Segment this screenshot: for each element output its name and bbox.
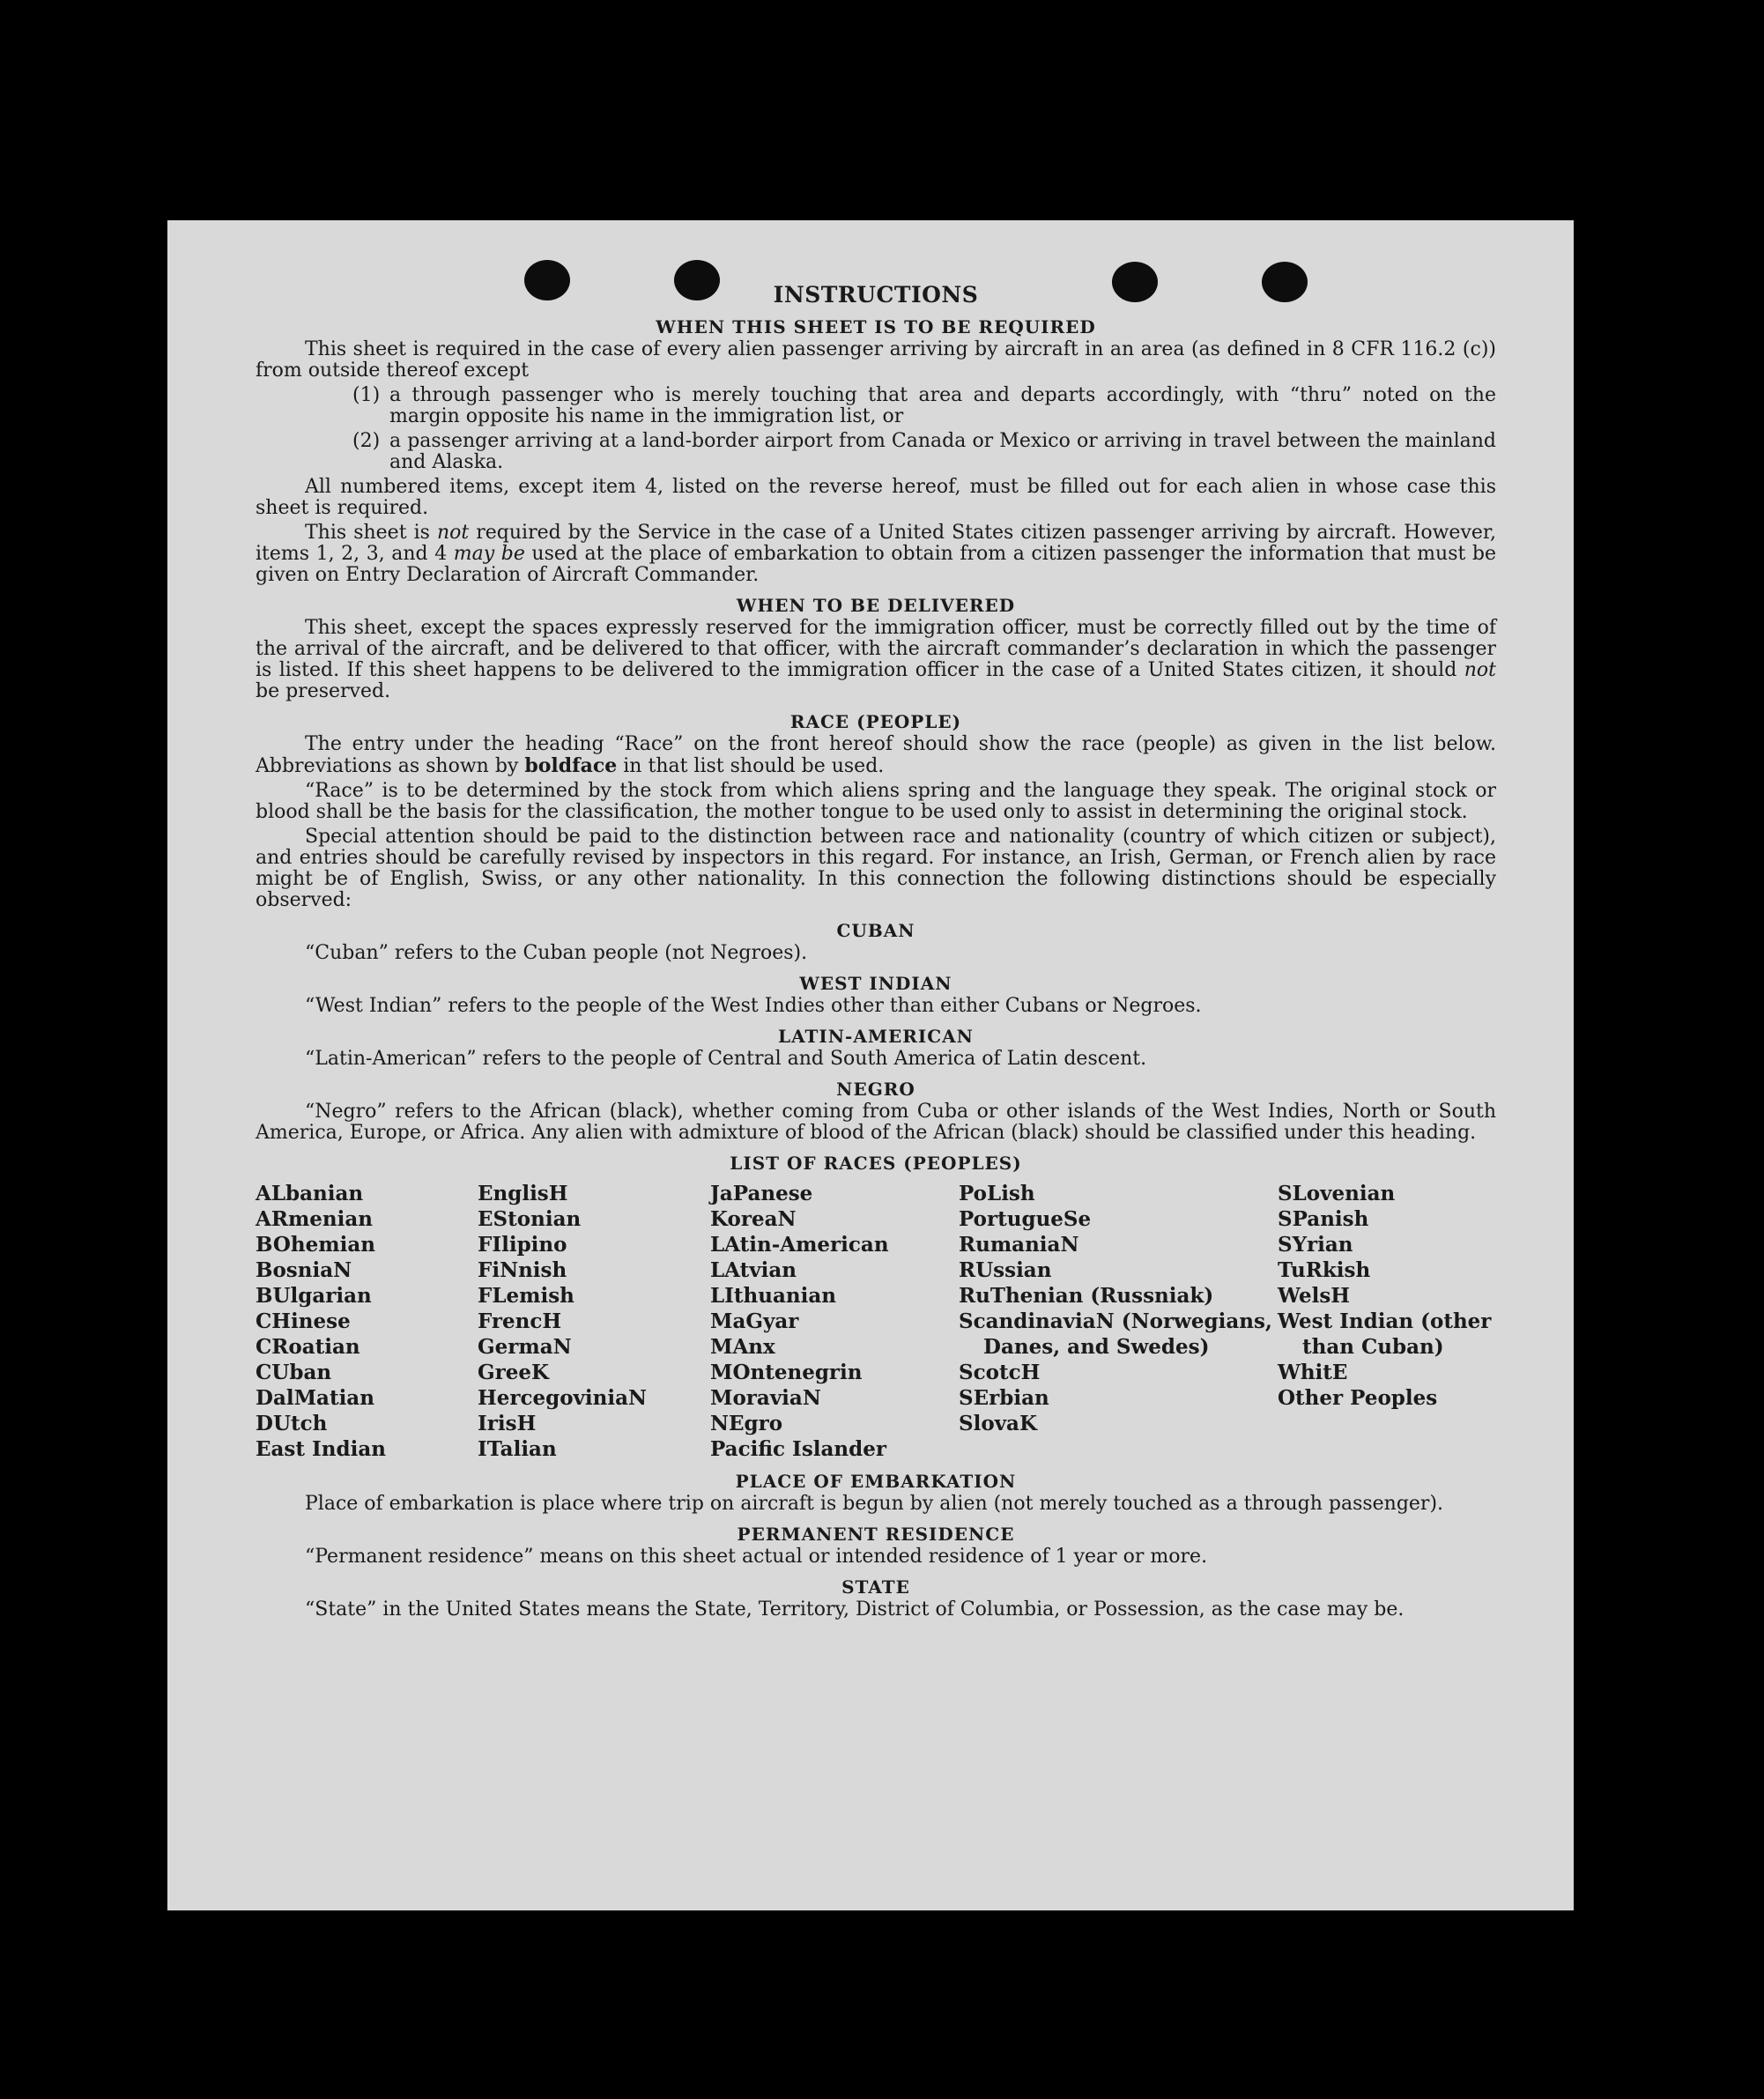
paragraph: “West Indian” refers to the people of the West Indies other than either Cubans or Negroes. [305, 995, 1202, 1017]
paragraph [256, 523, 1496, 586]
race-entry: BosniaN [256, 1258, 352, 1282]
section-heading-state: STATE [841, 1576, 910, 1598]
race-entry: LIthuanian [710, 1284, 836, 1308]
race-entry: PortugueSe [959, 1207, 1092, 1231]
race-entry: KoreaN [710, 1207, 797, 1231]
bold-text: boldface [524, 754, 618, 777]
race-entry: BUlgarian [256, 1284, 372, 1308]
race-entry: CUban [256, 1361, 332, 1384]
section-heading-race: RACE (PEOPLE) [789, 711, 962, 732]
races-list [256, 1181, 1496, 1462]
race-entry: SPanish [1278, 1207, 1369, 1231]
race-entry: WhitE [1278, 1361, 1348, 1384]
section-heading-embarkation: PLACE OF EMBARKATION [735, 1471, 1017, 1492]
item-number: (1) [352, 384, 381, 406]
race-entry: Other Peoples [1278, 1386, 1438, 1410]
text-run: required by the Service in the case of a United States citizen passenger arriving by aircraft. However, items 1, 2, 3, and 4 [256, 522, 1496, 565]
race-entry: SLovenian [1278, 1182, 1396, 1205]
race-entry: JaPanese [710, 1182, 813, 1205]
paragraph: “Cuban” refers to the Cuban people (not Negroes). [305, 942, 808, 964]
race-entry: SYrian [1278, 1233, 1353, 1257]
race-entry: DUtch [256, 1412, 328, 1435]
item-number: (2) [352, 430, 381, 452]
race-entry: MOntenegrin [710, 1361, 863, 1384]
race-entry: MoraviaN [710, 1386, 821, 1410]
race-entry: GreeK [478, 1361, 550, 1384]
text-run: This sheet is [305, 522, 437, 544]
race-entry: BOhemian [256, 1233, 375, 1257]
section-heading-when-delivered: WHEN TO BE DELIVERED [736, 595, 1016, 616]
races-column [256, 1181, 478, 1462]
paragraph: “Latin-American” refers to the people of Central and South America of Latin descent. [305, 1048, 1147, 1070]
race-entry: CRoatian [256, 1335, 360, 1359]
race-entry: ALbanian [256, 1182, 364, 1205]
instructions-content [256, 282, 1496, 1621]
race-entry: SErbian [959, 1386, 1049, 1410]
race-entry: NEgro [710, 1412, 783, 1435]
item-text: a through passenger who is merely touching that area and departs accordingly, with “thru” noted on the margin opposite his name in the immigration list, or [389, 384, 1496, 427]
race-entry: FiNnish [478, 1258, 567, 1282]
race-entry: DalMatian [256, 1386, 374, 1410]
paragraph: “Negro” refers to the African (black), whether coming from Cuba or other islands of the West Indies, North or South America, Europe, or Africa. Any alien with admixture of blood of the African (black) should be classified under this heading. [256, 1101, 1496, 1144]
section-heading-residence: PERMANENT RESIDENCE [737, 1524, 1015, 1545]
text-run: used at the place of embarkation to obtain from a citizen passenger the information that must be given on Entry Declaration of Aircraft Commander. [256, 543, 1496, 586]
paragraph: Place of embarkation is place where trip on aircraft is begun by alien (not merely touched as a through passenger). [305, 1493, 1444, 1515]
page-title: INSTRUCTIONS [773, 282, 979, 308]
race-entry: MaGyar [710, 1309, 799, 1333]
race-entry: EStonian [478, 1207, 582, 1231]
race-entry: ARmenian [256, 1207, 374, 1231]
race-entry: SlovaK [959, 1412, 1037, 1435]
document-sheet [167, 220, 1574, 1910]
race-entry: LAtvian [710, 1258, 797, 1282]
section-heading-latin-american: LATIN-AMERICAN [778, 1026, 974, 1047]
race-entry: ScandinaviaN (Norwegians, Danes, and Swedes) [959, 1309, 1272, 1359]
section-heading-when-required: WHEN THIS SHEET IS TO BE REQUIRED [656, 316, 1096, 337]
race-entry: CHinese [256, 1309, 351, 1333]
emphasis: may be [453, 543, 525, 565]
race-entry: FIlipino [478, 1233, 567, 1257]
emphasis: not [436, 522, 470, 544]
list-item [352, 385, 1496, 427]
races-column [478, 1181, 710, 1462]
paragraph: “Race” is to be determined by the stock from which aliens spring and the language they speak. The original stock or blood shall be the basis for the classification, the mother tongue to be used only to assist in determining the original stock. [256, 780, 1496, 823]
race-entry: Pacific Islander [710, 1437, 886, 1461]
paragraph: “State” in the United States means the State, Territory, District of Columbia, or Possession, as the case may be. [305, 1598, 1405, 1621]
race-entry: TuRkish [1278, 1258, 1371, 1282]
race-entry: FLemish [478, 1284, 574, 1308]
section-heading-negro: NEGRO [836, 1079, 915, 1100]
text-run: The entry under the heading “Race” on the front hereof should show the race (people) as given in the list below. Abbreviations as shown by [256, 733, 1496, 777]
emphasis: not [1464, 659, 1496, 681]
section-heading-list-of-races: LIST OF RACES (PEOPLES) [730, 1153, 1022, 1174]
paragraph: All numbered items, except item 4, listed on the reverse hereof, must be filled out for each alien in whose case this sheet is required. [256, 476, 1496, 519]
race-entry: RuThenian (Russniak) [959, 1284, 1214, 1308]
race-entry: GermaN [478, 1335, 572, 1359]
race-entry: IrisH [478, 1412, 537, 1435]
section-heading-cuban: CUBAN [836, 920, 915, 941]
paragraph: This sheet is required in the case of every alien passenger arriving by aircraft in an area (as defined in 8 CFR 116.2 (c)) from outside thereof except [256, 338, 1496, 382]
race-entry: ITalian [478, 1437, 557, 1461]
race-entry: ScotcH [959, 1361, 1041, 1384]
text-run: This sheet, except the spaces expressly reserved for the immigration officer, must be correctly filled out by the time of the arrival of the aircraft, and be delivered to that officer, with the aircraft commander’s declaration in which the passenger is listed. If this sheet happens to be delivered to the immigration officer in the case of a United States citizen, it should [256, 617, 1496, 681]
race-entry: FrencH [478, 1309, 562, 1333]
races-column [1278, 1181, 1496, 1462]
list-item [352, 431, 1496, 473]
section-heading-west-indian: WEST INDIAN [799, 973, 952, 994]
race-entry: PoLish [959, 1182, 1035, 1205]
paragraph [256, 734, 1496, 777]
paragraph: Special attention should be paid to the distinction between race and nationality (country of which citizen or subject), and entries should be carefully revised by inspectors in this regard. For instance, an Irish, German, or French alien by race might be of English, Swiss, or any other nationality. In this connection the following distinctions should be especially observed: [256, 826, 1496, 911]
race-entry: RUssian [959, 1258, 1052, 1282]
paragraph [256, 618, 1496, 702]
race-entry: LAtin-American [710, 1233, 889, 1257]
races-column [710, 1181, 959, 1462]
paragraph: “Permanent residence” means on this sheet actual or intended residence of 1 year or more. [305, 1546, 1208, 1568]
race-entry: WelsH [1278, 1284, 1351, 1308]
race-entry: West Indian (other than Cuban) [1278, 1309, 1492, 1359]
race-entry: HercegoviniaN [478, 1386, 648, 1410]
race-entry: East Indian [256, 1437, 386, 1461]
text-run: in that list should be used. [617, 755, 885, 777]
text-run: be preserved. [256, 680, 391, 702]
race-entry: EnglisH [478, 1182, 568, 1205]
race-entry: MAnx [710, 1335, 775, 1359]
item-text: a passenger arriving at a land-border airport from Canada or Mexico or arriving in travel between the mainland and Alaska. [389, 430, 1496, 473]
races-column [959, 1181, 1278, 1462]
race-entry: RumaniaN [959, 1233, 1079, 1257]
